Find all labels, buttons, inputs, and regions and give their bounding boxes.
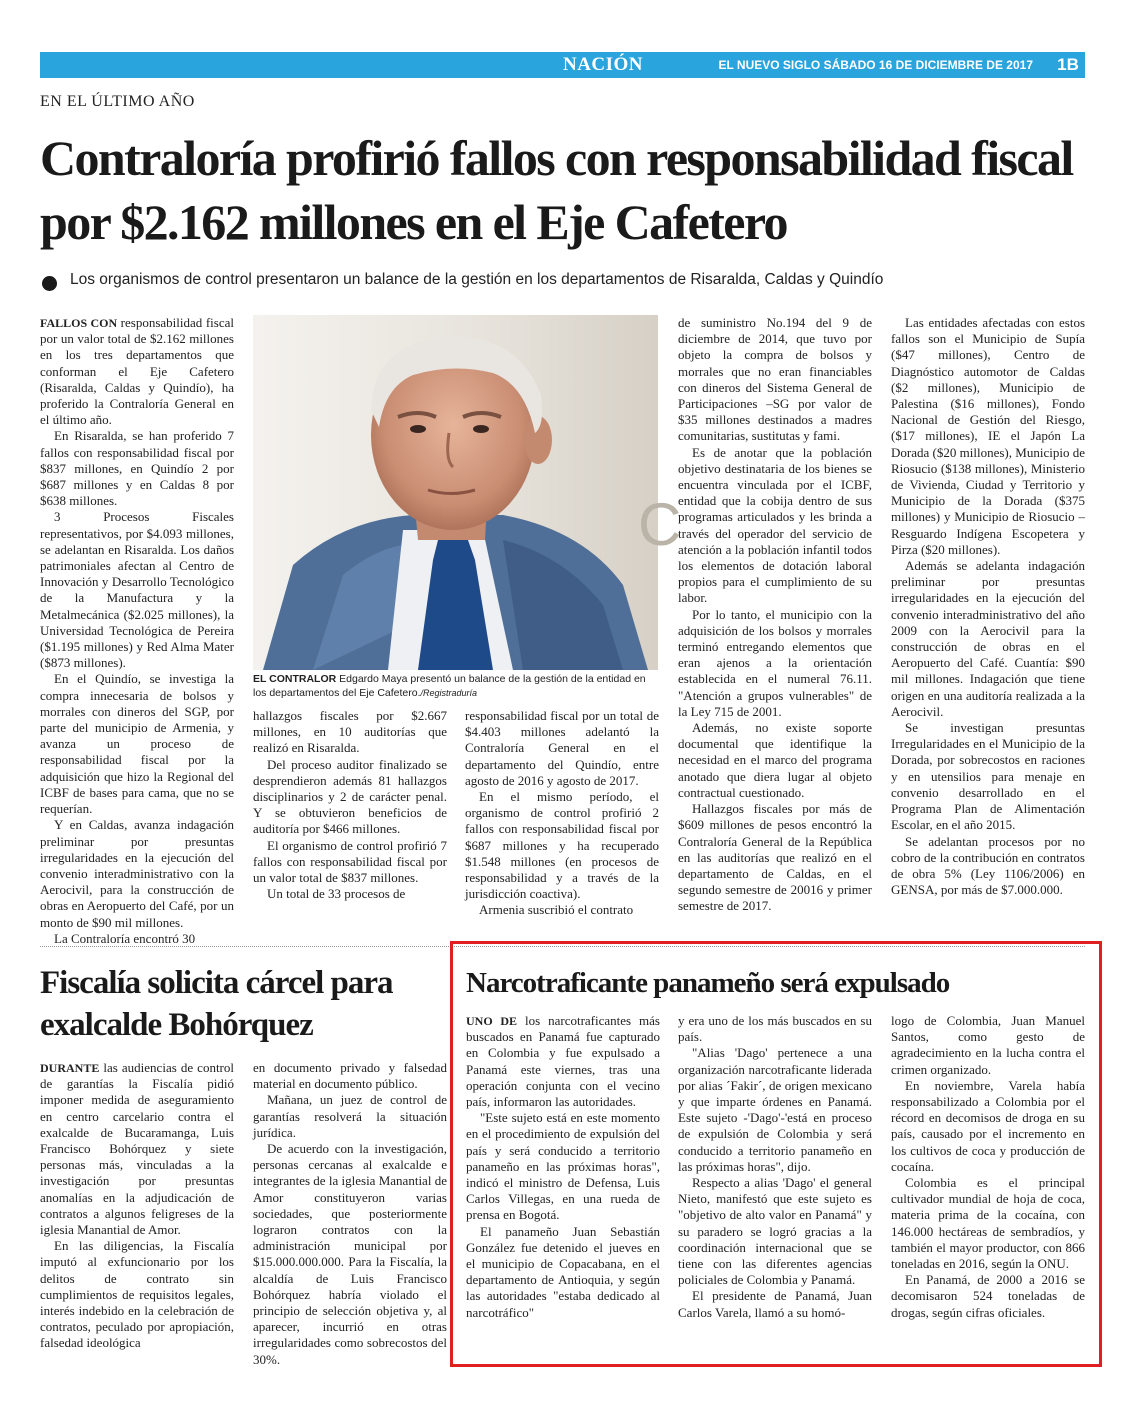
paragraph: En el Quindío, se investiga la compra innecesaria de bolsos y morrales con dineros del SGP, por parte del municipio de Armenia, y avanza un proceso de responsabilidad fiscal por la adquisición que hizo la Regional del ICBF de bases para cama, que no se requerían.: [40, 671, 234, 817]
main-column-4: [678, 315, 872, 935]
photo-credit: /Registraduría: [420, 688, 478, 698]
paragraph: y era uno de los más buscados en su país.: [678, 1013, 872, 1045]
paragraph: En las diligencias, la Fiscalía imputó al exfuncionario por los delitos de contrato sin cumplimientos de requisitos legales, interés indebido en la celebración de contratos, peculado por apropiación, falsedad ideológica: [40, 1238, 234, 1351]
paragraph: Hallazgos fiscales por más de $609 millones de pesos encontró la Contraloría General de la República en las auditorías que realizó en el departamento de Caldas, en el segundo semestre de 20016 y primer semestre de 2017.: [678, 801, 872, 914]
paragraph-text: los narcotraficantes más buscados en Panamá fue capturado en Colombia y fue expulsado a Panamá este viernes, tras una operación conjunta con el vecino país, informaron las autoridades.: [466, 1013, 660, 1110]
svg-text:C: C: [638, 491, 682, 558]
main-column-3: [465, 708, 659, 935]
fiscalia-headline: Fiscalía solicita cárcel para exalcalde Bohórquez: [40, 965, 393, 1043]
paragraph: de suministro No.194 del 9 de diciembre de 2014, que tuvo por objeto la compra de bolsos y morrales que no eran financiables con dineros del Sistema General de Participaciones –SG por valor de $35 millones destinados a madres comunitarias, sustitutas y fami.: [678, 315, 872, 444]
paragraph: Por lo tanto, el municipio con la adquisición de los bolsos y morrales terminó entregando elementos que eran ajenos a la orientación establecida en el numeral 76.11. "Atención a grupos vulnerables" de la Ley 715 de 2001.: [678, 606, 872, 719]
narco-column-3: [891, 1013, 1085, 1358]
paragraph: El presidente de Panamá, Juan Carlos Varela, llamó a su homó-: [678, 1288, 872, 1320]
narco-column-2: [678, 1013, 872, 1358]
paragraph: responsabilidad fiscal por un total de $4.403 millones adelantó la Contraloría General en el departamento del Quindío, entre agosto de 2016 y agosto de 2017.: [465, 708, 659, 788]
edition-date: EL NUEVO SIGLO SÁBADO 16 DE DICIEMBRE DE 2017: [718, 58, 1033, 72]
paragraph: Se investigan presuntas Irregularidades en el Municipio de la Dorada, por sobrecostos en raciones y en utensilios para menaje en convenio desarrollado en el Programa Plan de Alimentación Escolar, en el año 2015.: [891, 720, 1085, 833]
lead-in: UNO DE: [466, 1014, 518, 1028]
portrait-image: [253, 315, 682, 670]
paragraph: En el mismo período, el organismo de control profirió 2 fallos con responsabilidad fiscal por $687 millones y ha recuperado $1.548 millones (en procesos de responsabilidad y a través de la jurisdicción coactiva).: [465, 789, 659, 902]
main-column-1: [40, 315, 234, 946]
paragraph: Armenia suscribió el contrato: [479, 902, 634, 918]
narco-headline: Narcotraficante panameño será expulsado: [466, 967, 950, 999]
main-subhead: Los organismos de control presentaron un balance de la gestión en los departamentos de Risaralda, Caldas y Quindío: [70, 271, 884, 288]
paragraph: Se adelantan procesos por no cobro de la contribución en contratos de obra 5% (Ley 1106/2006) en GENSA, por más de $7.000.000.: [891, 833, 1085, 898]
photo-caption: [253, 672, 658, 700]
lead-in: FALLOS CON: [40, 316, 118, 330]
paragraph: Las entidades afectadas con estos fallos son el Municipio de Supía ($47 millones), Centro de Diagnóstico automotor de Caldas ($2 millones), Municipio de Palestina ($16 millones), Fondo Nacional de Gestión del Riesgo, ($17 millones), IE el Japón La Dorada ($20 millones), Municipio de Riosucio ($138 millones), Ministerio de Vivienda, Ciudad y Territorio y Municipio de la Dorada ($375 millones) y Municipio de Riosucio –Resguardo Indígena Escopetera y Pirza ($20 millones).: [891, 315, 1085, 557]
paragraph: Un total de 33 procesos de: [267, 886, 406, 902]
paragraph: La Contraloría encontró 30: [54, 930, 196, 946]
paragraph: En noviembre, Varela había responsabilizado a Colombia por el récord en decomisos de droga en su país, causado por el incremento en los cultivos de coca y producción de cocaína.: [891, 1077, 1085, 1174]
paragraph-text: las audiencias de control de garantías la Fiscalía pidió imponer medida de aseguramiento en centro carcelario contra el exalcalde de Bucaramanga, Luis Francisco Bohórquez y siete personas más, vinculadas a la investigación por presuntas anomalías en la adjudicación de contratos a algunos feligreses de la iglesia Manantial de Amor.: [40, 1060, 234, 1238]
paragraph: hallazgos fiscales por $2.667 millones, en 10 auditorías que realizó en Risaralda.: [253, 708, 447, 756]
paragraph: "Este sujeto está en este momento en el procedimiento de expulsión del país y será conducido a territorio panameño en las próximas horas", indicó el ministro de Defensa, Luis Carlos Villegas, en una rueda de prensa en Bogotá.: [466, 1110, 660, 1223]
paragraph: De acuerdo con la investigación, personas cercanas al exalcalde e integrantes de la iglesia Manantial de Amor constituyeron varias sociedades, que posteriormente lograron contratos con la administración municipal por $15.000.000.000. Para la Fiscalía, la alcaldía de Luis Francisco Bohórquez habría violado el principio de selección objetiva y, al aparecer, incurrió en otras irregularidades como sobrecostos del 30%.: [253, 1141, 447, 1367]
paragraph-text: responsabilidad fiscal por un valor total de $2.162 millones en los tres departamentos que conforman el Eje Cafetero (Risaralda, Caldas y Quindío), ha proferido la Contraloría General en el último año.: [40, 315, 234, 428]
caption-text: Edgardo Maya presentó un balance de la gestión de la entidad en los departamentos del Eje Cafetero.: [253, 673, 646, 699]
paragraph: Es de anotar que la población objetivo destinataria de los bienes se encuentra vinculada por el ICBF, entidad que la cobija dentro de sus programas articulados y les brinda a través del operador del servicio de atención a la población infantil todos los elementos de dotación laboral propios para el cumplimiento de su labor.: [678, 444, 872, 606]
narco-column-1: [466, 1013, 660, 1358]
paragraph: En Risaralda, se han proferido 7 fallos con responsabilidad fiscal por $837 millones, en Quindío 2 por $687 millones y en Caldas 8 por $638 millones.: [40, 428, 234, 509]
paragraph: Además, no existe soporte documental que identifique la necesidad en el marco del programa anotado que diera lugar al objeto contractual cuestionado.: [678, 720, 872, 800]
paragraph: 3 Procesos Fiscales representativos, por $4.093 millones, se adelantan en Risaralda. Los daños patrimoniales afectan al Centro de Innovación y Desarrollo Tecnológico de la Manufactura y la Metalmecánica ($2.025 millones), la Universidad Tecnológica de Pereira ($1.195 millones) y Red Alma Mater ($873 millones).: [40, 509, 234, 671]
paragraph: [40, 1060, 234, 1238]
caption-lead: EL CONTRALOR: [253, 673, 337, 685]
paragraph: en documento privado y falsedad material en documento público.: [253, 1060, 447, 1092]
main-headline: Contraloría profirió fallos con responsabilidad fiscal por $2.162 millones en el Eje Cafetero: [40, 130, 1073, 250]
bullet-icon: [42, 276, 57, 291]
paragraph: El organismo de control profirió 7 fallos con responsabilidad fiscal por un valor total de $837 millones.: [253, 837, 447, 886]
lead-in: DURANTE: [40, 1061, 100, 1075]
main-column-2: [253, 708, 447, 935]
paragraph: El panameño Juan Sebastián González fue detenido el jueves en el municipio de Copacabana, en el departamento de Antioquia, y según las autoridades "estaba dedicado al narcotráfico": [466, 1223, 660, 1320]
article-kicker: EN EL ÚLTIMO AÑO: [40, 93, 195, 110]
section-name: NACIÓN: [562, 54, 644, 75]
paragraph: Colombia es el principal cultivador mundial de hoja de coca, materia prima de la cocaína, con 146.000 hectáreas de sembradíos, y también el mayor productor, con 866 toneladas en 2016, según la ONU.: [891, 1175, 1085, 1272]
paragraph: Respecto a alias 'Dago' el general Nieto, manifestó que este sujeto es "objetivo de alto valor en Panamá" y su paradero se logró gracias a la coordinación internacional que se tiene con las diferentes agencias policiales de Colombia y Panamá.: [678, 1175, 872, 1288]
paragraph: Mañana, un juez de control de garantías resolverá la situación jurídica.: [253, 1092, 447, 1140]
contralor-photo: [253, 315, 682, 670]
paragraph: logo de Colombia, Juan Manuel Santos, como gesto de agradecimiento en la lucha contra el crimen organizado.: [891, 1013, 1085, 1077]
paragraph: [40, 315, 234, 428]
paragraph: Además se adelanta indagación preliminar por presuntas irregularidades en la ejecución del convenio interadministrativo del año 2009 con la Aerocivil para la construcción de obras en el Aeropuerto del Café. Cuantía: $90 mil millones. Indagación que tiene origen en una auditoría realizada a la Aerocivil.: [891, 558, 1085, 719]
section-header-bar: [40, 52, 1085, 78]
paragraph: Del proceso auditor finalizado se desprendieron además 81 hallazgos disciplinarios y 2 de carácter penal. Y se obtuvieron beneficios de auditoría por $466 millones.: [253, 756, 447, 837]
paragraph: En Panamá, de 2000 a 2016 se decomisaron 524 toneladas de drogas, según cifras oficiales.: [891, 1272, 1085, 1320]
main-column-5: [891, 315, 1085, 935]
page-number: 1B: [1057, 55, 1079, 74]
paragraph: Y en Caldas, avanza indagación preliminar por presuntas irregularidades en la ejecución del convenio interadministrativo con la Aerocivil, para la construcción de obras en Aeropuerto del Café, por un monto de $90 mil millones.: [40, 817, 234, 930]
fiscalia-column-1: [40, 1060, 234, 1360]
fiscalia-column-2: [253, 1060, 447, 1367]
paragraph: [466, 1013, 660, 1110]
paragraph: "Alias 'Dago' pertenece a una organización narcotraficante liderada por alias ´Fakir´, de origen mexicano y que imparte órdenes en Panamá. Este sujeto -'Dago'-'está en proceso de expulsión de Colombia y será conducido a territorio panameño en las próximas horas", dijo.: [678, 1045, 872, 1174]
